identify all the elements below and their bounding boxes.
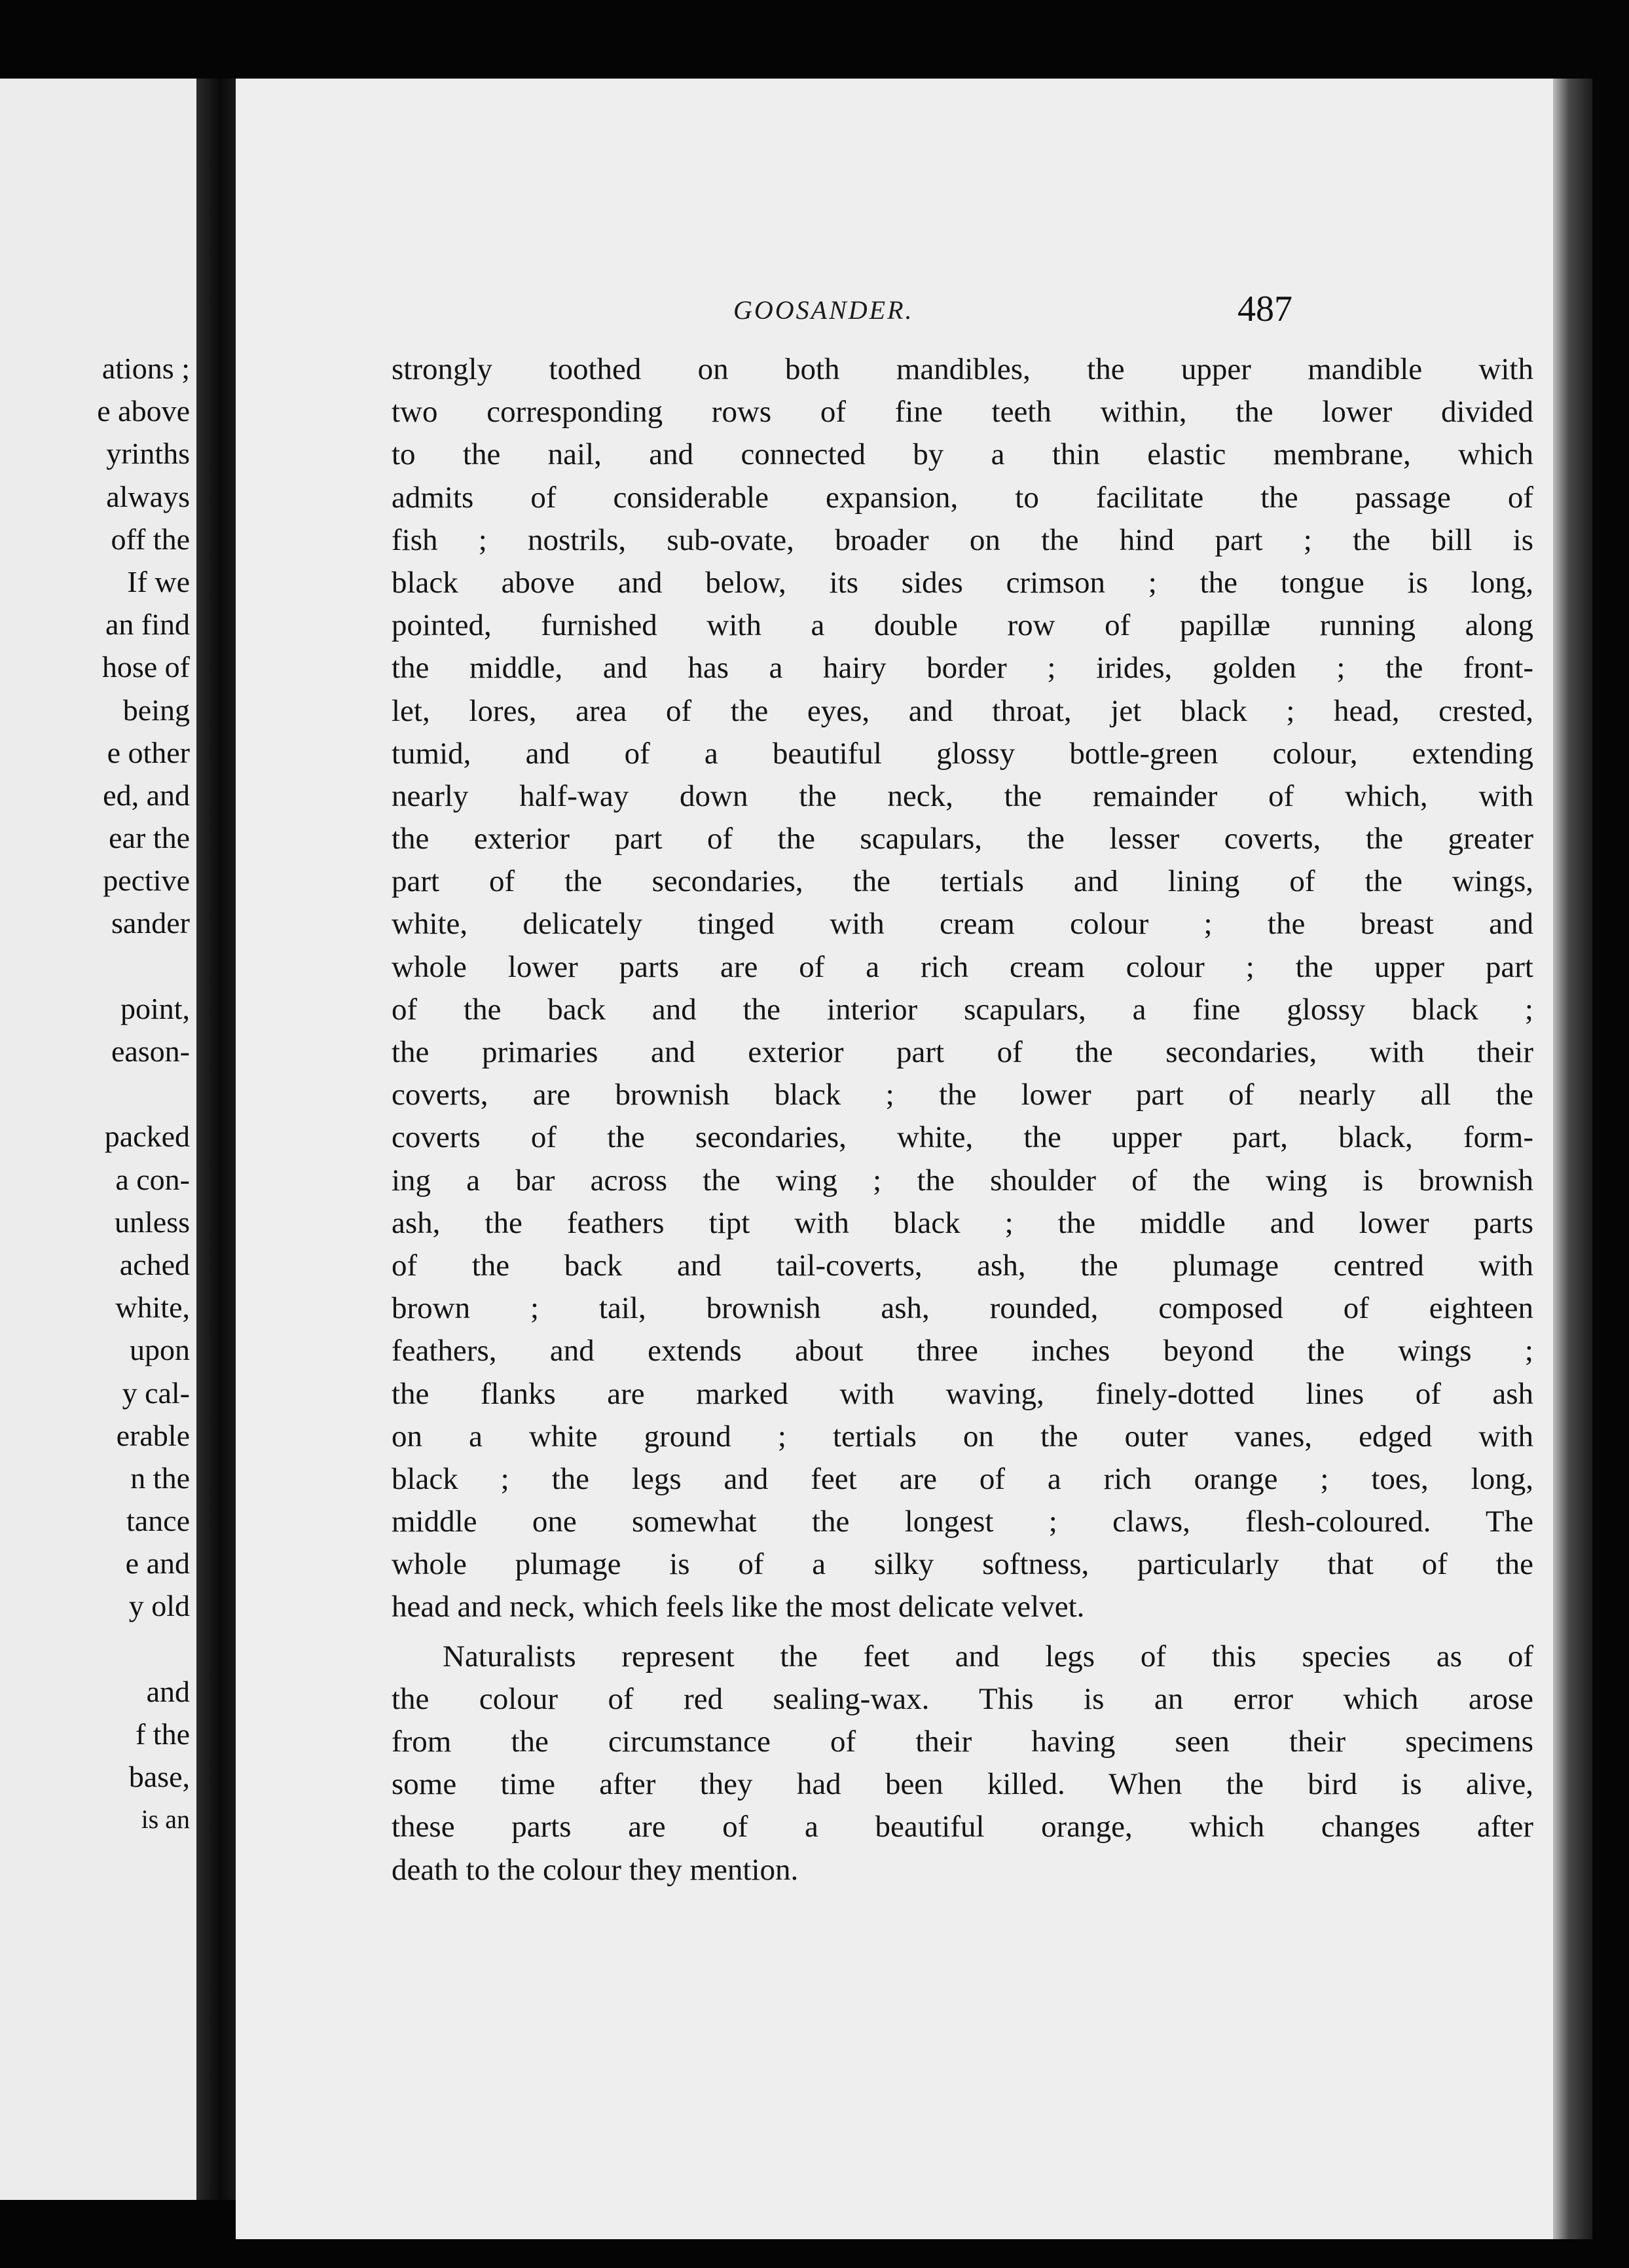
page-edge: [1553, 79, 1592, 2239]
text-line: death to the colour they mention.: [392, 1852, 799, 1887]
text-line: head and neck, which feels like the most delicate velvet.: [392, 1590, 1085, 1624]
facing-page: [0, 79, 196, 2200]
text-line: feathers, and extends about three inches beyond the wings ;: [392, 1334, 1533, 1368]
facing-line-gap: [0, 1072, 190, 1115]
text-line: some time after they had been killed. When the bird is alive,: [392, 1767, 1533, 1802]
text-line: white, delicately tinged with cream colour ; the breast and: [392, 907, 1533, 942]
text-line: nearly half-way down the neck, the remainder of which, with: [392, 778, 1533, 813]
facing-line: and: [146, 1674, 190, 1708]
facing-line: packed: [104, 1120, 190, 1154]
facing-line: white,: [115, 1290, 190, 1325]
facing-line: sander: [111, 906, 190, 940]
facing-line: e other: [107, 735, 190, 769]
facing-line: ed, and: [103, 778, 190, 812]
text-line: part of the secondaries, the tertials and lining of the wings,: [392, 864, 1533, 899]
text-line: coverts of the secondaries, white, the upper part, black, form-: [392, 1120, 1533, 1155]
facing-line: ached: [119, 1247, 190, 1281]
text-line: the primaries and exterior part of the secondaries, with their: [392, 1035, 1533, 1069]
text-line: Naturalists represent the feet and legs of this species as of: [443, 1639, 1533, 1674]
text-line: from the circumstance of their having seen their specimens: [392, 1725, 1533, 1759]
running-head: [236, 288, 1553, 340]
text-line: black above and below, its sides crimson ; the tongue is long,: [392, 565, 1533, 600]
facing-line: ations ;: [101, 352, 190, 385]
text-line: two corresponding rows of fine teeth within, the lower divided: [392, 395, 1533, 430]
text-line: brown ; tail, brownish ash, rounded, composed of eighteen: [392, 1291, 1533, 1326]
text-line: whole lower parts are of a rich cream colour ; the upper part: [392, 949, 1533, 984]
facing-line: erable: [116, 1418, 190, 1452]
facing-line: unless: [115, 1205, 190, 1239]
page-number: 487: [1237, 289, 1292, 329]
facing-line: f the: [135, 1717, 190, 1751]
text-line: let, lores, area of the eyes, and throat, jet black ; head, crested,: [392, 693, 1533, 728]
text-line: coverts, are brownish black ; the lower part of nearly all the: [392, 1078, 1533, 1112]
facing-line: being: [122, 693, 190, 727]
facing-line: base,: [128, 1760, 190, 1794]
text-line: these parts are of a beautiful orange, which changes after: [392, 1810, 1533, 1844]
text-line: the flanks are marked with waving, finely-dotted lines of ash: [392, 1376, 1533, 1411]
facing-line: y old: [128, 1589, 190, 1623]
text-line: admits of considerable expansion, to facilitate the passage of: [392, 480, 1533, 515]
text-line: the middle, and has a hairy border ; irides, golden ; the front-: [392, 651, 1533, 686]
facing-line: If we: [127, 564, 190, 598]
facing-line: is an: [141, 1804, 190, 1835]
text-line: ing a bar across the wing ; the shoulder of the wing is brownish: [392, 1163, 1533, 1198]
paragraph-1: [392, 348, 1533, 1629]
facing-line: off the: [111, 522, 190, 556]
facing-page-text: [0, 347, 190, 1841]
book-gutter: [196, 79, 236, 2200]
facing-line: eason-: [111, 1034, 190, 1068]
running-head-title: GOOSANDER.: [733, 295, 914, 325]
text-line: middle one somewhat the longest ; claws, flesh-coloured. The: [392, 1505, 1533, 1539]
facing-line: n the: [130, 1461, 190, 1495]
text-line: of the back and tail-coverts, ash, the plumage centred with: [392, 1248, 1533, 1283]
facing-line: tance: [126, 1504, 190, 1538]
facing-line: e and: [125, 1546, 190, 1581]
paragraph-2: [392, 1636, 1533, 1892]
facing-line: a con-: [115, 1162, 190, 1196]
text-line: tumid, and of a beautiful glossy bottle-green colour, extending: [392, 736, 1533, 771]
text-line: the colour of red sealing-wax. This is an error which arose: [392, 1681, 1533, 1716]
facing-line-gap: [0, 945, 190, 987]
facing-line: yrinths: [106, 437, 190, 471]
facing-line: point,: [120, 991, 190, 1025]
text-line: pointed, furnished with a double row of papillæ running along: [392, 608, 1533, 643]
text-line: fish ; nostrils, sub-ovate, broader on the hind part ; the bill is: [392, 522, 1533, 557]
text-line: on a white ground ; tertials on the outer vanes, edged with: [392, 1419, 1533, 1454]
facing-line: pective: [103, 864, 190, 898]
facing-line: always: [106, 479, 190, 513]
text-line: the exterior part of the scapulars, the lesser coverts, the greater: [392, 822, 1533, 856]
text-line: black ; the legs and feet are of a rich orange ; toes, long,: [392, 1461, 1533, 1496]
facing-line: an find: [105, 608, 190, 642]
facing-line: upon: [130, 1333, 190, 1367]
facing-line-gap: [0, 1628, 190, 1670]
text-line: to the nail, and connected by a thin elastic membrane, which: [392, 437, 1533, 472]
facing-line: y cal-: [122, 1376, 190, 1410]
text-line: strongly toothed on both mandibles, the upper mandible with: [392, 352, 1533, 386]
text-line: ash, the feathers tipt with black ; the middle and lower parts: [392, 1205, 1533, 1240]
facing-line: ear the: [109, 821, 190, 855]
text-line: of the back and the interior scapulars, a fine glossy black ;: [392, 992, 1533, 1027]
text-line: whole plumage is of a silky softness, particularly that of the: [392, 1547, 1533, 1582]
facing-line: e above: [97, 394, 190, 428]
facing-line: hose of: [101, 650, 190, 684]
main-page: [236, 79, 1553, 2239]
body-text: [392, 348, 1533, 1892]
